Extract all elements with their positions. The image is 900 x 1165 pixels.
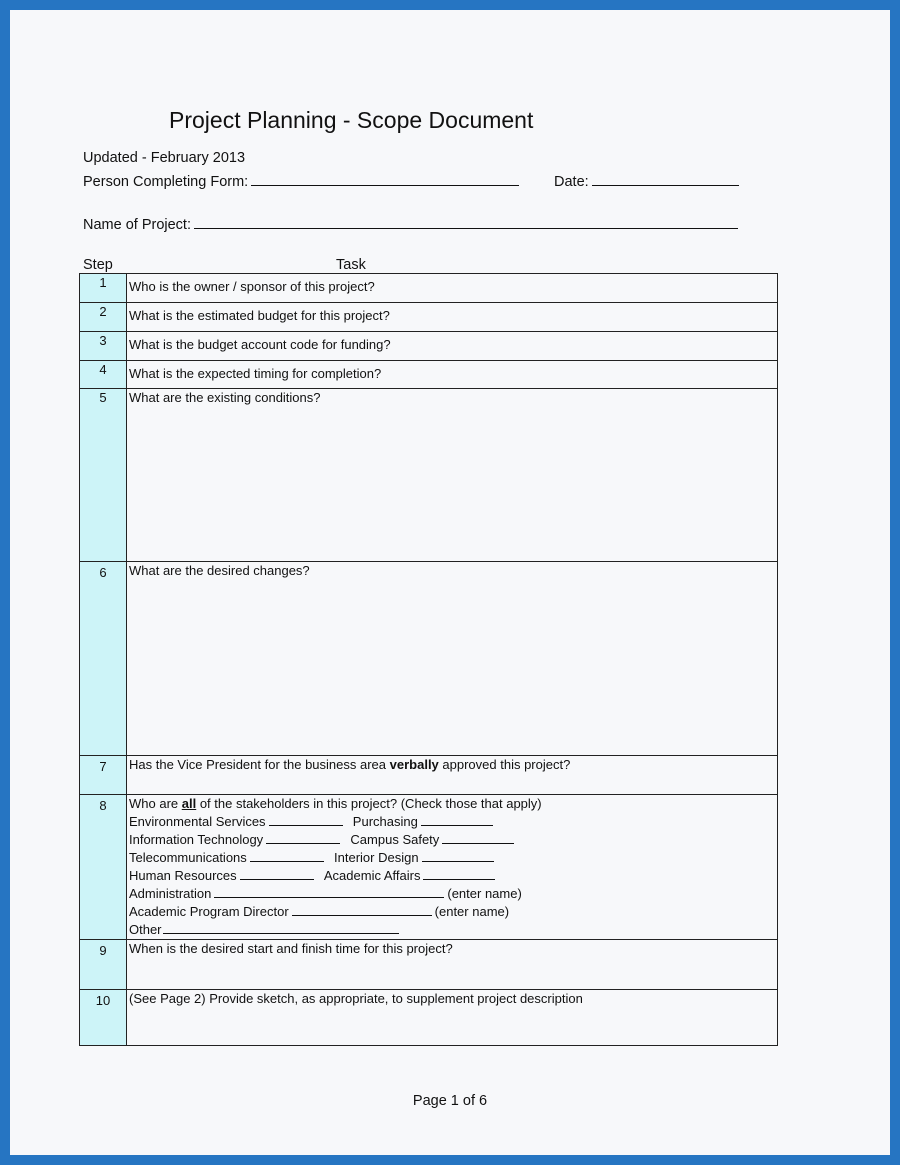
stakeholder-line [129, 831, 777, 849]
person-completing-label: Person Completing Form: [83, 174, 249, 190]
step-number: 10 [80, 990, 127, 1046]
stakeholder-interior-blank[interactable] [422, 849, 494, 862]
steps-table [79, 273, 778, 1046]
stakeholder-line [129, 921, 777, 939]
step-task-text: approved this project? [438, 757, 571, 772]
stakeholder-apd-blank[interactable] [292, 903, 432, 916]
stakeholder-purchasing-label: Purchasing [352, 814, 418, 829]
step-number: 4 [80, 361, 127, 389]
table-row [80, 274, 778, 303]
table-row [80, 389, 778, 562]
stakeholder-campus-label: Campus Safety [350, 832, 440, 847]
date-field[interactable] [592, 171, 739, 186]
person-completing-field[interactable] [251, 171, 519, 186]
table-row [80, 940, 778, 990]
date-label: Date: [554, 174, 589, 190]
step-number: 6 [80, 562, 127, 756]
stakeholder-env-blank[interactable] [269, 813, 343, 826]
stakeholder-line [129, 813, 777, 831]
step-task-text: Who are [129, 796, 182, 811]
document-page [10, 10, 890, 1155]
task-column-header: Task [336, 257, 366, 273]
stakeholder-it-label: Information Technology [129, 832, 264, 847]
table-row [80, 361, 778, 389]
step-task-text: Has the Vice President for the business area [129, 757, 390, 772]
stakeholder-telecom-label: Telecommunications [129, 850, 247, 865]
enter-name-hint: (enter name) [434, 904, 510, 919]
step-number: 2 [80, 303, 127, 332]
stakeholder-other-label: Other [129, 922, 162, 937]
stakeholder-line [129, 903, 777, 921]
stakeholder-line [129, 885, 777, 903]
stakeholder-env-label: Environmental Services [129, 814, 266, 829]
step-number: 8 [80, 795, 127, 940]
table-row [80, 303, 778, 332]
step-task[interactable]: What are the desired changes? [127, 562, 778, 756]
stakeholders-question [129, 795, 777, 813]
table-row [80, 756, 778, 795]
step-task-emphasis: verbally [389, 757, 439, 772]
page-number: Page 1 of 6 [412, 1093, 488, 1109]
step-task[interactable]: What is the estimated budget for this project? [127, 303, 778, 332]
step-number: 3 [80, 332, 127, 361]
step-number: 9 [80, 940, 127, 990]
step-task[interactable]: When is the desired start and finish time for this project? [127, 940, 778, 990]
step-task[interactable]: (See Page 2) Provide sketch, as appropriate, to supplement project description [127, 990, 778, 1046]
stakeholder-academic-label: Academic Affairs [323, 868, 421, 883]
project-name-field[interactable] [194, 214, 738, 229]
step-task[interactable]: What are the existing conditions? [127, 389, 778, 562]
updated-line: Updated - February 2013 [83, 150, 246, 166]
step-number: 1 [80, 274, 127, 303]
stakeholder-campus-blank[interactable] [442, 831, 514, 844]
stakeholder-admin-label: Administration [129, 886, 212, 901]
date-row [554, 171, 739, 190]
project-name-row [83, 214, 738, 233]
step-task[interactable] [127, 795, 778, 940]
stakeholder-interior-label: Interior Design [334, 850, 419, 865]
table-row [80, 562, 778, 756]
table-row [80, 332, 778, 361]
stakeholder-apd-label: Academic Program Director [129, 904, 289, 919]
stakeholder-admin-blank[interactable] [214, 885, 444, 898]
stakeholder-purchasing-blank[interactable] [421, 813, 493, 826]
stakeholder-line [129, 849, 777, 867]
step-task-text: of the stakeholders in this project? (Check those that apply) [196, 796, 542, 811]
step-task[interactable]: What is the budget account code for funding? [127, 332, 778, 361]
stakeholder-hr-label: Human Resources [129, 868, 237, 883]
stakeholder-other-blank[interactable] [163, 921, 399, 934]
step-column-header: Step [83, 257, 113, 273]
table-row [80, 795, 778, 940]
stakeholder-it-blank[interactable] [266, 831, 340, 844]
step-task[interactable]: Who is the owner / sponsor of this project? [127, 274, 778, 303]
step-task[interactable] [127, 756, 778, 795]
stakeholder-hr-blank[interactable] [240, 867, 314, 880]
page-title: Project Planning - Scope Document [169, 107, 534, 133]
step-number: 5 [80, 389, 127, 562]
project-name-label: Name of Project: [83, 217, 191, 233]
step-task[interactable]: What is the expected timing for completion? [127, 361, 778, 389]
person-completing-row [83, 171, 519, 190]
step-task-emphasis: all [181, 796, 197, 811]
stakeholder-telecom-blank[interactable] [250, 849, 324, 862]
enter-name-hint: (enter name) [447, 886, 522, 901]
stakeholder-academic-blank[interactable] [423, 867, 495, 880]
table-row [80, 990, 778, 1046]
stakeholder-line [129, 867, 777, 885]
step-number: 7 [80, 756, 127, 795]
